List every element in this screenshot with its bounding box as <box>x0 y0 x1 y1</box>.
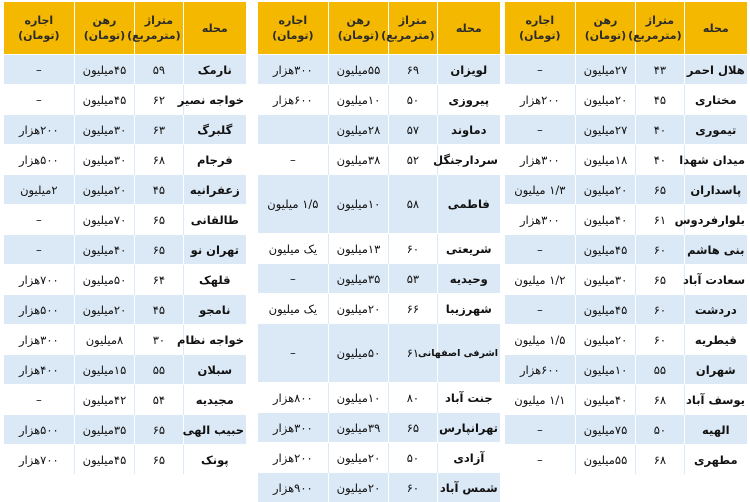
cell-mortgage: ۱۰میلیون <box>328 85 389 115</box>
cell-area: ۴۰ <box>636 145 684 175</box>
cell-area: ۵۳ <box>389 264 437 294</box>
cell-area: ۶۴ <box>135 265 183 295</box>
cell-mortgage: ۲۰میلیون <box>74 175 135 205</box>
table-body-right <box>505 55 747 475</box>
cell-mortgage: ۳۰میلیون <box>74 145 135 175</box>
table-row <box>4 325 246 355</box>
cell-rent: ۶۰۰هزار <box>505 355 575 385</box>
cell-location: تهران نو <box>183 235 246 265</box>
cell-mortgage: ۴۵میلیون <box>74 55 135 85</box>
cell-rent: ۵۰۰هزار <box>4 295 74 325</box>
table-row <box>4 205 246 235</box>
cell-mortgage: ۳۵میلیون <box>74 415 135 445</box>
cell-mortgage: ۴۲میلیون <box>74 385 135 415</box>
table-row <box>258 55 500 85</box>
cell-rent: – <box>4 205 74 235</box>
cell-area: ۶۲ <box>135 85 183 115</box>
cell-area: ۵۵ <box>636 355 684 385</box>
cell-area: ۵۴ <box>135 385 183 415</box>
cell-rent: – <box>505 445 575 475</box>
header-location: محله <box>684 2 747 55</box>
cell-mortgage: ۷۵میلیون <box>575 415 636 445</box>
cell-location: بنی هاشم <box>684 235 747 265</box>
cell-mortgage: ۲۰میلیون <box>74 295 135 325</box>
cell-location: شمس آباد <box>437 473 500 502</box>
cell-rent: ۷۰۰هزار <box>4 445 74 475</box>
table-row <box>4 265 246 295</box>
cell-location: بلوارفردوس <box>684 205 747 235</box>
cell-area: ۴۵ <box>636 85 684 115</box>
cell-location: فاطمی <box>437 175 500 234</box>
cell-mortgage: ۲۷میلیون <box>575 55 636 85</box>
cell-rent: – <box>505 55 575 85</box>
cell-area: ۳۰ <box>135 325 183 355</box>
cell-rent: – <box>4 85 74 115</box>
cell-rent: – <box>258 324 328 383</box>
cell-location: خواجه نصیر <box>183 85 246 115</box>
cell-mortgage: ۱۸میلیون <box>575 145 636 175</box>
table-row <box>4 355 246 385</box>
table-right <box>505 2 747 474</box>
cell-location: شهران <box>684 355 747 385</box>
cell-rent: ۲۰۰هزار <box>4 115 74 145</box>
table-row <box>258 443 500 473</box>
cell-mortgage: ۱۰میلیون <box>575 355 636 385</box>
cell-location: وحیدیه <box>437 264 500 294</box>
cell-area: ۶۰ <box>389 234 437 264</box>
cell-location: گلبرگ <box>183 115 246 145</box>
cell-area: ۶۰ <box>389 473 437 502</box>
cell-rent: ۱/۵ میلیون <box>505 325 575 355</box>
table-row <box>505 145 747 175</box>
cell-location: هلال احمر <box>684 55 747 85</box>
cell-location: جنت آباد <box>437 383 500 413</box>
table-row <box>505 415 747 445</box>
cell-rent: – <box>505 235 575 265</box>
cell-location: یوسف آباد <box>684 385 747 415</box>
table-row <box>505 265 747 295</box>
cell-rent: – <box>4 55 74 85</box>
header-area: متراژ (مترمربع) <box>135 2 183 55</box>
cell-rent: یک میلیون <box>258 294 328 324</box>
cell-location: نارمک <box>183 55 246 85</box>
cell-area: ۸۰ <box>389 383 437 413</box>
table-row <box>505 355 747 385</box>
cell-area: ۶۵ <box>636 265 684 295</box>
cell-mortgage: ۳۹میلیون <box>328 413 389 443</box>
header-rent: اجاره (تومان) <box>258 2 328 55</box>
cell-mortgage: ۳۸میلیون <box>328 145 389 175</box>
cell-area: ۶۸ <box>636 385 684 415</box>
cell-location: اشرفی اصفهانی <box>437 324 500 383</box>
table-row <box>4 415 246 445</box>
table-row <box>505 115 747 145</box>
table-row <box>4 55 246 85</box>
cell-mortgage: ۴۵میلیون <box>575 235 636 265</box>
cell-mortgage: ۴۰میلیون <box>575 385 636 415</box>
cell-rent: ۳۰۰هزار <box>258 55 328 85</box>
cell-location: طالقانی <box>183 205 246 235</box>
cell-rent: – <box>258 264 328 294</box>
cell-location: پاسداران <box>684 175 747 205</box>
cell-location: تیموری <box>684 115 747 145</box>
table-row <box>4 385 246 415</box>
cell-mortgage: ۴۵میلیون <box>74 445 135 475</box>
cell-area: ۴۳ <box>636 55 684 85</box>
cell-location: تهرانپارس <box>437 413 500 443</box>
cell-area: ۶۸ <box>135 145 183 175</box>
cell-area: ۴۵ <box>135 175 183 205</box>
cell-area: ۶۵ <box>135 415 183 445</box>
table-row <box>4 115 246 145</box>
table-left <box>4 2 246 474</box>
table-header-row <box>258 2 500 55</box>
cell-location: پونک <box>183 445 246 475</box>
table-header-row <box>505 2 747 55</box>
cell-location: قلهک <box>183 265 246 295</box>
table-row <box>505 175 747 205</box>
header-mortgage: رهن (تومان) <box>328 2 389 55</box>
cell-mortgage: ۱۵میلیون <box>74 355 135 385</box>
table-row <box>258 85 500 115</box>
cell-location: شهرزیبا <box>437 294 500 324</box>
table-body-middle <box>258 55 500 502</box>
cell-rent: ۱/۳ میلیون <box>505 175 575 205</box>
table-row <box>4 445 246 475</box>
table-row <box>258 234 500 264</box>
cell-rent: – <box>258 145 328 175</box>
header-mortgage: رهن (تومان) <box>575 2 636 55</box>
table-row <box>258 294 500 324</box>
table-body-left <box>4 55 246 475</box>
cell-rent: – <box>505 415 575 445</box>
cell-mortgage: ۲۰میلیون <box>575 325 636 355</box>
table-row <box>505 235 747 265</box>
cell-rent: یک میلیون <box>258 234 328 264</box>
cell-mortgage: ۴۵میلیون <box>575 295 636 325</box>
cell-mortgage: ۲۰میلیون <box>328 294 389 324</box>
cell-area: ۵۰ <box>389 85 437 115</box>
cell-mortgage: ۷۰میلیون <box>74 205 135 235</box>
cell-mortgage: ۸میلیون <box>74 325 135 355</box>
cell-mortgage: ۲۰میلیون <box>575 85 636 115</box>
cell-mortgage: ۵۰میلیون <box>74 265 135 295</box>
cell-mortgage: ۵۵میلیون <box>328 55 389 85</box>
cell-area: ۶۰ <box>636 295 684 325</box>
cell-rent: ۸۰۰هزار <box>258 383 328 413</box>
header-location: محله <box>183 2 246 55</box>
table-row <box>4 85 246 115</box>
cell-location: میدان شهدا <box>684 145 747 175</box>
header-mortgage: رهن (تومان) <box>74 2 135 55</box>
table-row <box>258 115 500 145</box>
cell-mortgage: ۲۷میلیون <box>575 115 636 145</box>
cell-rent: ۳۰۰هزار <box>258 413 328 443</box>
cell-area: ۶۵ <box>636 175 684 205</box>
table-row <box>505 85 747 115</box>
cell-mortgage: ۴۵میلیون <box>74 85 135 115</box>
table-row <box>258 383 500 413</box>
table-row <box>258 264 500 294</box>
cell-rent: – <box>505 115 575 145</box>
cell-location: پیروزی <box>437 85 500 115</box>
cell-area: ۶۳ <box>135 115 183 145</box>
cell-rent: – <box>505 295 575 325</box>
cell-mortgage: ۵۵میلیون <box>575 445 636 475</box>
cell-mortgage: ۲۰میلیون <box>328 443 389 473</box>
table-row <box>4 295 246 325</box>
cell-rent: ۱/۱ میلیون <box>505 385 575 415</box>
cell-location: نامجو <box>183 295 246 325</box>
cell-location: حبیب الهی <box>183 415 246 445</box>
cell-location: دماوند <box>437 115 500 145</box>
table-row <box>505 295 747 325</box>
cell-area: ۵۲ <box>389 145 437 175</box>
table-row <box>4 145 246 175</box>
table-row <box>4 175 246 205</box>
cell-location: مطهری <box>684 445 747 475</box>
cell-rent: ۳۰۰هزار <box>505 145 575 175</box>
cell-location: سردارجنگل <box>437 145 500 175</box>
cell-location: خواجه نظام <box>183 325 246 355</box>
cell-area: ۶۵ <box>389 413 437 443</box>
cell-location: مختاری <box>684 85 747 115</box>
cell-rent: – <box>4 235 74 265</box>
table-row <box>4 235 246 265</box>
cell-rent: – <box>4 385 74 415</box>
cell-rent: ۲میلیون <box>4 175 74 205</box>
cell-area: ۵۹ <box>135 55 183 85</box>
cell-area: ۶۰ <box>636 235 684 265</box>
cell-location: فرجام <box>183 145 246 175</box>
cell-area: ۶۵ <box>135 205 183 235</box>
cell-mortgage: ۳۵میلیون <box>328 264 389 294</box>
cell-mortgage: ۲۸میلیون <box>328 115 389 145</box>
cell-location: سعادت آباد <box>684 265 747 295</box>
table-row <box>505 325 747 355</box>
table-row <box>505 205 747 235</box>
header-rent: اجاره (تومان) <box>4 2 74 55</box>
cell-location: لویزان <box>437 55 500 85</box>
header-area: متراژ (مترمربع) <box>636 2 684 55</box>
cell-mortgage: ۱۳میلیون <box>328 234 389 264</box>
cell-rent <box>258 115 328 145</box>
cell-rent: ۳۰۰هزار <box>4 325 74 355</box>
cell-area: ۶۱ <box>389 324 437 383</box>
header-rent: اجاره (تومان) <box>505 2 575 55</box>
cell-mortgage: ۱۰میلیون <box>328 383 389 413</box>
table-row <box>258 145 500 175</box>
cell-area: ۶۵ <box>135 235 183 265</box>
cell-mortgage: ۲۰میلیون <box>328 473 389 502</box>
cell-area: ۶۸ <box>636 445 684 475</box>
cell-rent: ۲۰۰هزار <box>258 443 328 473</box>
cell-area: ۶۱ <box>636 205 684 235</box>
cell-area: ۶۰ <box>636 325 684 355</box>
table-row <box>505 445 747 475</box>
cell-rent: ۵۰۰هزار <box>4 415 74 445</box>
cell-location: زعفرانیه <box>183 175 246 205</box>
cell-mortgage: ۴۰میلیون <box>74 235 135 265</box>
cell-area: ۵۰ <box>389 443 437 473</box>
cell-area: ۵۵ <box>135 355 183 385</box>
cell-area: ۵۷ <box>389 115 437 145</box>
cell-mortgage: ۵۰میلیون <box>328 324 389 383</box>
cell-mortgage: ۲۰میلیون <box>575 175 636 205</box>
cell-area: ۶۹ <box>389 55 437 85</box>
cell-area: ۵۰ <box>636 415 684 445</box>
cell-mortgage: ۴۰میلیون <box>575 205 636 235</box>
table-row <box>258 473 500 502</box>
cell-area: ۶۶ <box>389 294 437 324</box>
cell-rent: ۹۰۰هزار <box>258 473 328 502</box>
cell-location: دردشت <box>684 295 747 325</box>
cell-area: ۶۵ <box>135 445 183 475</box>
table-header-row <box>4 2 246 55</box>
cell-mortgage: ۳۰میلیون <box>74 115 135 145</box>
table-row <box>258 413 500 443</box>
cell-rent: ۲۰۰هزار <box>505 85 575 115</box>
cell-rent: ۶۰۰هزار <box>258 85 328 115</box>
cell-rent: ۱/۲ میلیون <box>505 265 575 295</box>
table-row <box>505 385 747 415</box>
cell-location: سبلان <box>183 355 246 385</box>
header-area: متراژ (مترمربع) <box>389 2 437 55</box>
cell-rent: ۱/۵ میلیون <box>258 175 328 234</box>
cell-rent: ۳۰۰هزار <box>505 205 575 235</box>
cell-location: آزادی <box>437 443 500 473</box>
table-row <box>258 324 500 383</box>
header-location: محله <box>437 2 500 55</box>
cell-location: مجیدیه <box>183 385 246 415</box>
cell-location: الهیه <box>684 415 747 445</box>
cell-rent: ۷۰۰هزار <box>4 265 74 295</box>
cell-location: قیطریه <box>684 325 747 355</box>
table-middle <box>258 2 500 502</box>
cell-area: ۴۵ <box>135 295 183 325</box>
cell-area: ۴۰ <box>636 115 684 145</box>
cell-area: ۵۸ <box>389 175 437 234</box>
table-row <box>505 55 747 85</box>
cell-location: شریعتی <box>437 234 500 264</box>
cell-rent: ۵۰۰هزار <box>4 145 74 175</box>
cell-mortgage: ۱۰میلیون <box>328 175 389 234</box>
table-row <box>258 175 500 234</box>
cell-mortgage: ۳۰میلیون <box>575 265 636 295</box>
cell-rent: ۴۰۰هزار <box>4 355 74 385</box>
